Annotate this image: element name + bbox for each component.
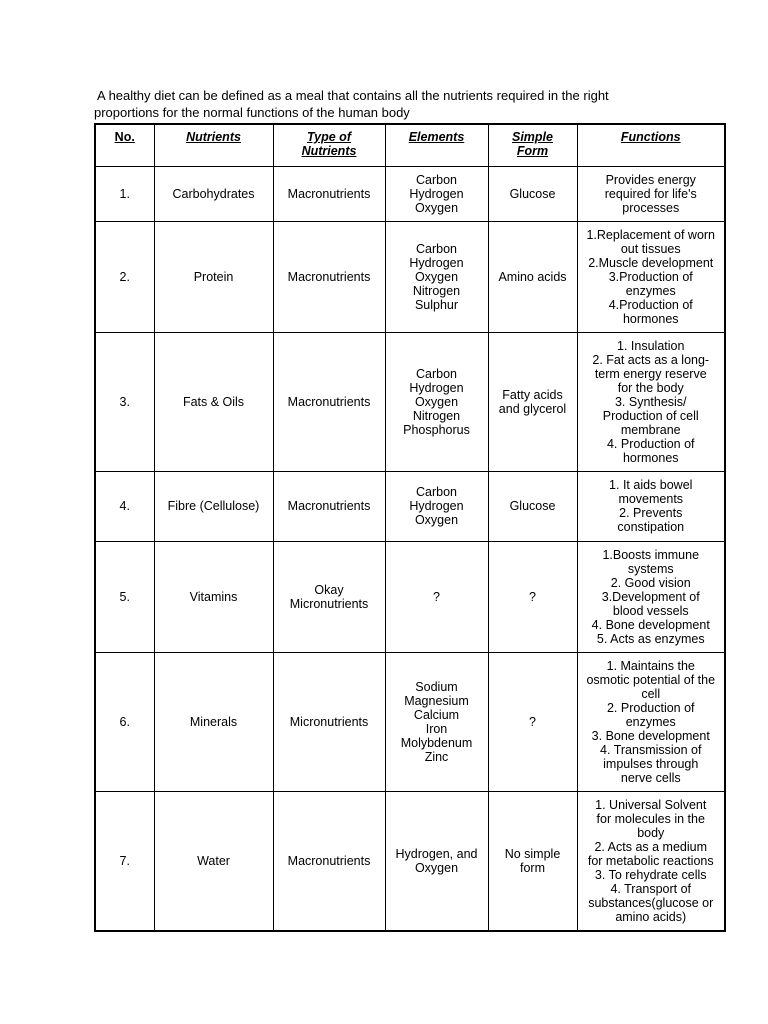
functions-line: 2. Fat acts as a long- [592, 352, 710, 367]
functions-line: for molecules in the [596, 811, 705, 826]
elements-line: Nitrogen [412, 283, 461, 298]
elements-line: Oxygen [414, 513, 459, 527]
functions-line: 2. Prevents [619, 506, 683, 520]
functions-line: movements [618, 492, 684, 506]
functions-line: amino acids) [615, 909, 687, 924]
functions-line: required for life's [604, 186, 697, 201]
header-nutrients: Nutrients [154, 124, 273, 166]
functions-line: Production of cell [602, 408, 699, 423]
functions-line: hormones [622, 311, 679, 326]
type-line: Macronutrients [287, 853, 371, 868]
elements-line: Hydrogen [409, 499, 464, 513]
elements-line: Nitrogen [412, 408, 461, 423]
elements-line: Molybdenum [400, 735, 473, 750]
elements-line: Sulphur [414, 297, 459, 312]
functions-line: 2.Muscle development [588, 255, 714, 270]
table-row [95, 541, 725, 652]
table-row [95, 652, 725, 791]
functions-line: enzymes [625, 714, 676, 729]
elements-line: Zinc [424, 749, 449, 764]
elements-line: Magnesium [404, 693, 469, 708]
cell-functions [577, 652, 725, 791]
functions-line: Provides energy [605, 172, 696, 187]
cell-nutrient: Water [154, 791, 273, 931]
header-simple-form: Simple Form [488, 124, 577, 166]
cell-simple [488, 791, 577, 931]
cell-nutrient: Minerals [154, 652, 273, 791]
elements-line: Sodium [415, 679, 458, 694]
cell-functions [577, 471, 725, 541]
cell-no: 3. [95, 332, 154, 471]
cell-simple [488, 541, 577, 652]
functions-line: 4. Transmission of [600, 742, 702, 757]
cell-functions [577, 166, 725, 221]
functions-line: constipation [617, 520, 685, 534]
functions-line: 3. To rehydrate cells [594, 867, 707, 882]
elements-line: Iron [425, 721, 448, 736]
simple-line: No simple [504, 846, 561, 861]
functions-line: 5. Acts as enzymes [596, 631, 705, 646]
elements-line: Carbon [416, 485, 457, 499]
cell-type [273, 221, 385, 332]
cell-elements [385, 332, 488, 471]
cell-nutrient: Vitamins [154, 541, 273, 652]
functions-line: 1.Boosts immune [602, 547, 700, 562]
functions-line: 2. Acts as a medium [594, 839, 708, 854]
elements-line: Oxygen [414, 394, 459, 409]
header-elements: Elements [385, 124, 488, 166]
table-row [95, 221, 725, 332]
header-no: No. [95, 124, 154, 166]
type-line: Macronutrients [287, 499, 371, 513]
simple-line: Fatty acids [502, 387, 563, 402]
functions-line: 1. Universal Solvent [595, 797, 707, 812]
elements-line: Carbon [416, 241, 457, 256]
intro-line-2: proportions for the normal functions of the human body [94, 105, 410, 120]
header-row [95, 124, 725, 166]
cell-no: 4. [95, 471, 154, 541]
cell-type [273, 166, 385, 221]
functions-line: 2. Good vision [610, 575, 691, 590]
type-line: Macronutrients [287, 186, 371, 201]
type-line: Micronutrients [289, 714, 369, 729]
functions-line: processes [622, 200, 680, 215]
functions-line: term energy reserve [594, 366, 707, 381]
functions-line: osmotic potential of the [586, 672, 716, 687]
cell-elements [385, 541, 488, 652]
simple-line: Glucose [509, 499, 556, 513]
functions-line: 4. Transport of [610, 881, 692, 896]
functions-line: 2. Production of [606, 700, 695, 715]
cell-type [273, 791, 385, 931]
cell-no: 1. [95, 166, 154, 221]
cell-no: 2. [95, 221, 154, 332]
cell-no: 5. [95, 541, 154, 652]
type-line: Macronutrients [287, 394, 371, 409]
functions-line: systems [627, 561, 674, 576]
cell-functions [577, 541, 725, 652]
simple-line: ? [529, 589, 536, 604]
intro-line-1: A healthy diet can be defined as a meal that contains all the nutrients required in the right [97, 88, 609, 103]
header-functions: Functions [577, 124, 725, 166]
table-row [95, 791, 725, 931]
functions-line: enzymes [625, 283, 676, 298]
type-line: Macronutrients [287, 269, 371, 284]
table-row [95, 332, 725, 471]
cell-elements [385, 791, 488, 931]
cell-type [273, 471, 385, 541]
functions-line: 1. Insulation [617, 338, 685, 353]
cell-nutrient: Fats & Oils [154, 332, 273, 471]
table-row [95, 166, 725, 221]
type-line: Okay [314, 582, 344, 597]
functions-line: blood vessels [612, 603, 689, 618]
intro-paragraph [94, 87, 734, 121]
cell-functions [577, 332, 725, 471]
elements-line: Oxygen [414, 269, 459, 284]
header-type: Type of Nutrients [273, 124, 385, 166]
functions-line: 3.Production of [608, 269, 693, 284]
functions-line: membrane [620, 422, 681, 437]
elements-line: Oxygen [414, 860, 459, 875]
cell-no: 7. [95, 791, 154, 931]
functions-line: 1.Replacement of worn [586, 227, 716, 242]
simple-line: form [520, 860, 545, 875]
elements-line: Hydrogen [409, 255, 464, 270]
cell-simple [488, 166, 577, 221]
elements-line: Oxygen [414, 200, 459, 215]
functions-line: 4. Production of [606, 436, 695, 451]
functions-line: 3.Development of [601, 589, 700, 604]
functions-line: impulses through [603, 756, 699, 771]
cell-nutrient: Carbohydrates [154, 166, 273, 221]
elements-line: Hydrogen, and [395, 846, 478, 861]
cell-simple [488, 221, 577, 332]
functions-line: substances(glucose or [588, 895, 714, 910]
cell-functions [577, 791, 725, 931]
elements-line: Calcium [413, 707, 460, 722]
simple-line: ? [529, 714, 536, 729]
functions-line: 1. Maintains the [606, 658, 695, 673]
functions-line: body [637, 825, 665, 840]
table-body [95, 166, 725, 931]
cell-simple [488, 652, 577, 791]
functions-line: for the body [617, 380, 684, 395]
elements-line: Phosphorus [403, 422, 470, 437]
cell-elements [385, 471, 488, 541]
cell-simple [488, 471, 577, 541]
cell-no: 6. [95, 652, 154, 791]
elements-line: Carbon [416, 172, 457, 187]
cell-elements [385, 166, 488, 221]
functions-line: cell [641, 686, 661, 701]
cell-simple [488, 332, 577, 471]
cell-type [273, 541, 385, 652]
functions-line: 3. Synthesis/ [614, 394, 687, 409]
simple-line: Amino acids [498, 269, 567, 284]
cell-type [273, 652, 385, 791]
table-row [95, 471, 725, 541]
functions-line: 4. Bone development [591, 617, 710, 632]
type-line: Micronutrients [289, 596, 369, 611]
elements-line: Hydrogen [409, 186, 464, 201]
functions-line: for metabolic reactions [587, 853, 714, 868]
nutrients-table [94, 123, 726, 932]
simple-line: and glycerol [498, 401, 567, 416]
cell-nutrient: Fibre (Cellulose) [154, 471, 273, 541]
functions-line: nerve cells [620, 770, 681, 785]
functions-line: 1. It aids bowel [609, 478, 693, 492]
cell-functions [577, 221, 725, 332]
cell-elements [385, 221, 488, 332]
functions-line: 3. Bone development [591, 728, 710, 743]
cell-nutrient: Protein [154, 221, 273, 332]
simple-line: Glucose [509, 186, 556, 201]
elements-line: Carbon [416, 366, 457, 381]
functions-line: hormones [622, 450, 679, 465]
cell-elements [385, 652, 488, 791]
functions-line: out tissues [620, 241, 681, 256]
cell-type [273, 332, 385, 471]
elements-line: ? [433, 589, 440, 604]
functions-line: 4.Production of [608, 297, 693, 312]
elements-line: Hydrogen [409, 380, 464, 395]
